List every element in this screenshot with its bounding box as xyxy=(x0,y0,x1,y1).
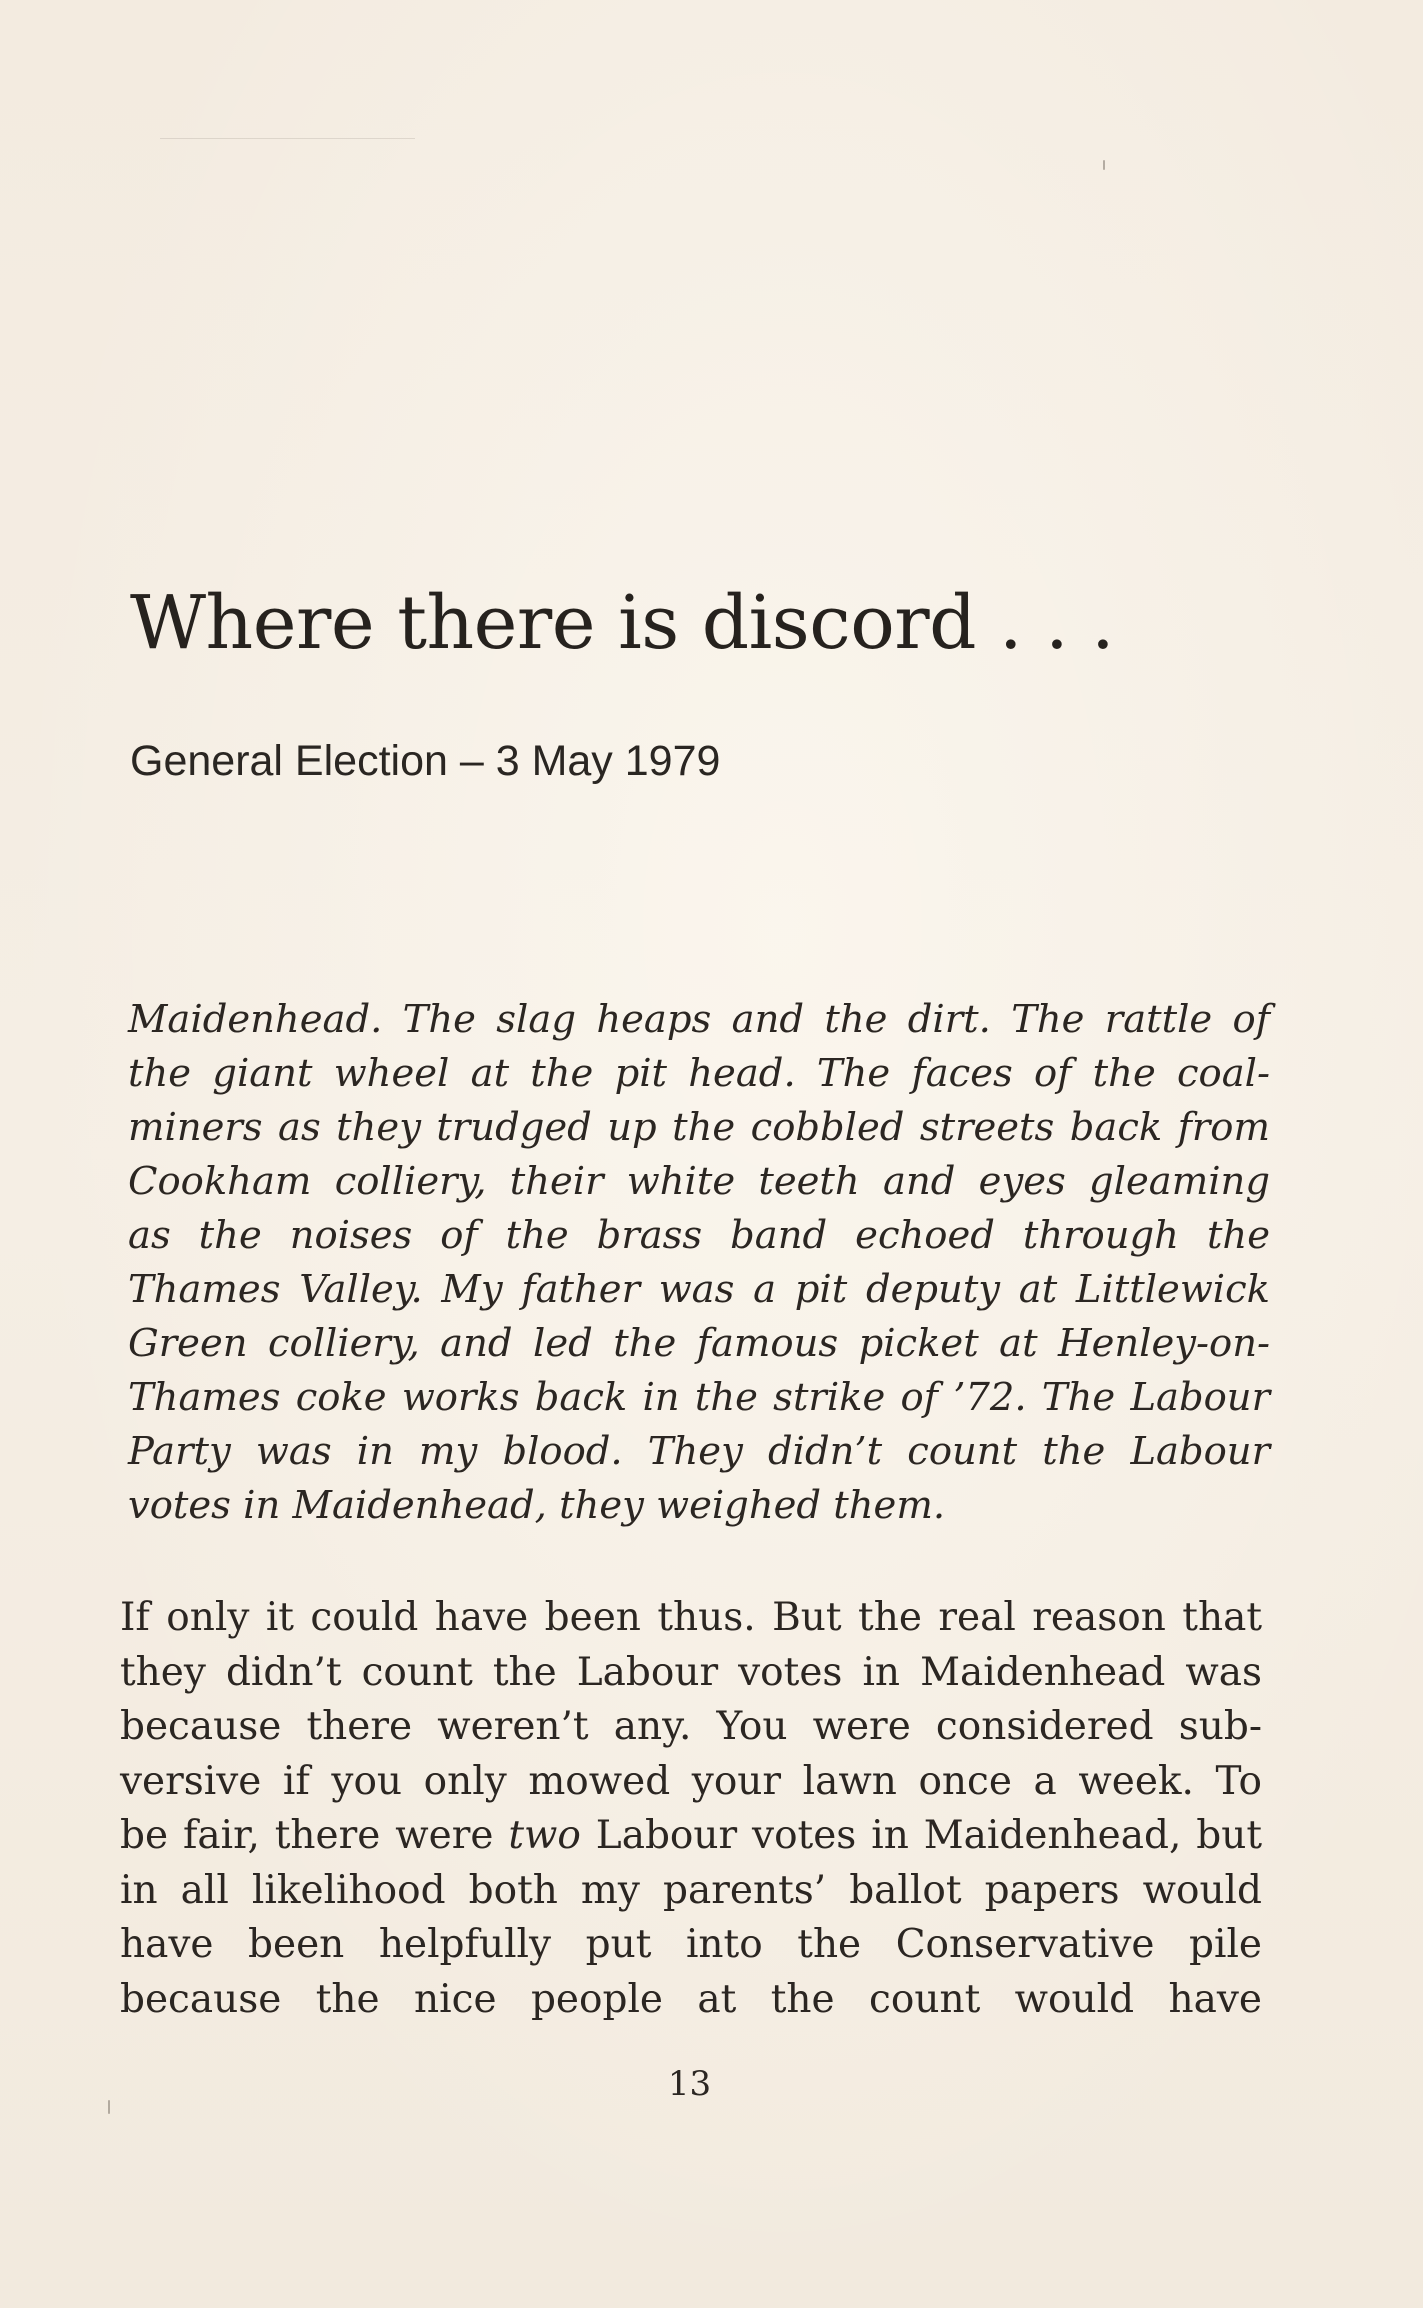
line-text: Labour votes in Maidenhead, but xyxy=(580,1813,1262,1858)
paragraph-line: the giant wheel at the pit head. The faces of the coal- xyxy=(128,1051,1270,1096)
line-text: be fair, there were xyxy=(120,1813,509,1858)
chapter-subtitle: General Election – 3 May 1979 xyxy=(130,737,721,785)
paragraph-line: because there weren’t any. You were considered sub- xyxy=(120,1704,1262,1749)
paragraph-line: in all likelihood both my parents’ ballot papers would xyxy=(120,1867,1262,1913)
paragraph-line: miners as they trudged up the cobbled streets back from xyxy=(128,1105,1270,1150)
paragraph-line: Thames Valley. My father was a pit deputy at Littlewick xyxy=(128,1267,1270,1312)
paragraph-line: Green colliery, and led the famous picket at Henley-on- xyxy=(128,1321,1270,1366)
paragraph-line xyxy=(120,1809,1262,1864)
paragraph-line: Thames coke works back in the strike of ’72. The Labour xyxy=(128,1375,1270,1420)
show-through-rule xyxy=(160,138,415,139)
paragraph-line: Party was in my blood. They didn’t count the Labour xyxy=(128,1429,1270,1474)
page-number: 13 xyxy=(667,2064,712,2104)
emphasized-word: two xyxy=(508,1813,581,1858)
paragraph-line: Maidenhead. The slag heaps and the dirt. The rattle of xyxy=(128,997,1270,1042)
paragraph-line: versive if you only mowed your lawn once a week. To xyxy=(120,1758,1262,1804)
italic-paragraph xyxy=(128,993,1270,1533)
body-paragraph xyxy=(120,1591,1262,2027)
paragraph-line: Cookham colliery, their white teeth and eyes gleaming xyxy=(128,1159,1270,1204)
chapter-title: Where there is discord . . . xyxy=(130,580,1115,666)
paragraph-line: they didn’t count the Labour votes in Maidenhead was xyxy=(120,1649,1262,1695)
paragraph-line: because the nice people at the count would have xyxy=(120,1976,1262,2022)
paragraph-line: as the noises of the brass band echoed through the xyxy=(128,1213,1270,1258)
paragraph-line: votes in Maidenhead, they weighed them. xyxy=(128,1483,946,1528)
paragraph-line: have been helpfully put into the Conservative pile xyxy=(120,1922,1262,1967)
paper-speck xyxy=(1103,160,1105,170)
paragraph-line: If only it could have been thus. But the real reason that xyxy=(120,1595,1262,1640)
